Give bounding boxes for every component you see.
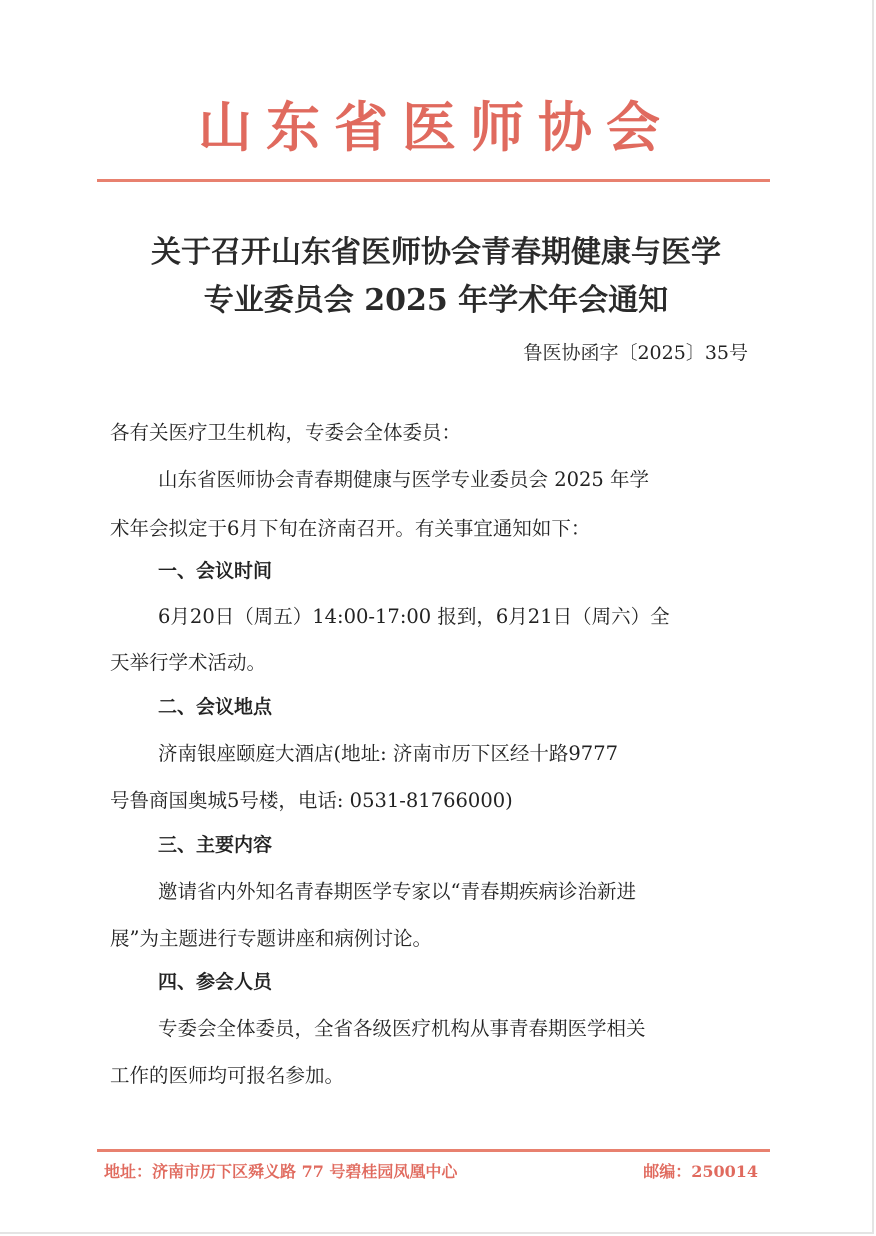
section-attendees-line-2: 工作的医师均可报名参加。: [110, 1064, 345, 1087]
footer-address: 地址：济南市历下区舜义路 77 号碧桂园凤凰中心: [104, 1162, 458, 1181]
intro-line-2: 术年会拟定于6月下旬在济南召开。有关事宜通知如下：: [110, 517, 591, 540]
section-time-line-2: 天举行学术活动。: [110, 651, 267, 674]
header-red-rule: [97, 179, 770, 182]
notice-title-line2: 专业委员会 2025 年学术年会通知: [203, 283, 669, 318]
intro-line-1: 山东省医师协会青春期健康与医学专业委员会 2025 年学: [158, 468, 650, 491]
footer-red-rule: [97, 1149, 770, 1152]
masthead-title: 山东省医师协会: [198, 95, 674, 159]
section-attendees-line-1: 专委会全体委员，全省各级医疗机构从事青春期医学相关: [158, 1017, 646, 1040]
footer-postcode: 邮编：250014: [643, 1162, 758, 1181]
section-content-line-2: 展”为主题进行专题讲座和病例讨论。: [110, 927, 432, 950]
section-content-line-1: 邀请省内外知名青春期医学专家以“青春期疾病诊治新进: [158, 880, 636, 903]
document-number: 鲁医协函字〔2025〕35号: [523, 342, 748, 364]
section-heading-content: 三、主要内容: [158, 834, 273, 856]
section-heading-time: 一、会议时间: [158, 560, 273, 582]
section-heading-attendees: 四、参会人员: [158, 971, 273, 993]
section-venue-line-2: 号鲁商国奥城5号楼，电话: 0531-81766000): [110, 789, 513, 812]
section-venue-line-1: 济南银座颐庭大酒店(地址: 济南市历下区经十路9777: [158, 742, 619, 765]
section-heading-venue: 二、会议地点: [158, 696, 273, 718]
notice-title-line1: 关于召开山东省医师协会青春期健康与医学: [151, 235, 721, 270]
section-time-line-1: 6月20日（周五）14:00-17:00 报到，6月21日（周六）全: [158, 605, 670, 628]
salutation: 各有关医疗卫生机构，专委会全体委员：: [110, 421, 462, 444]
